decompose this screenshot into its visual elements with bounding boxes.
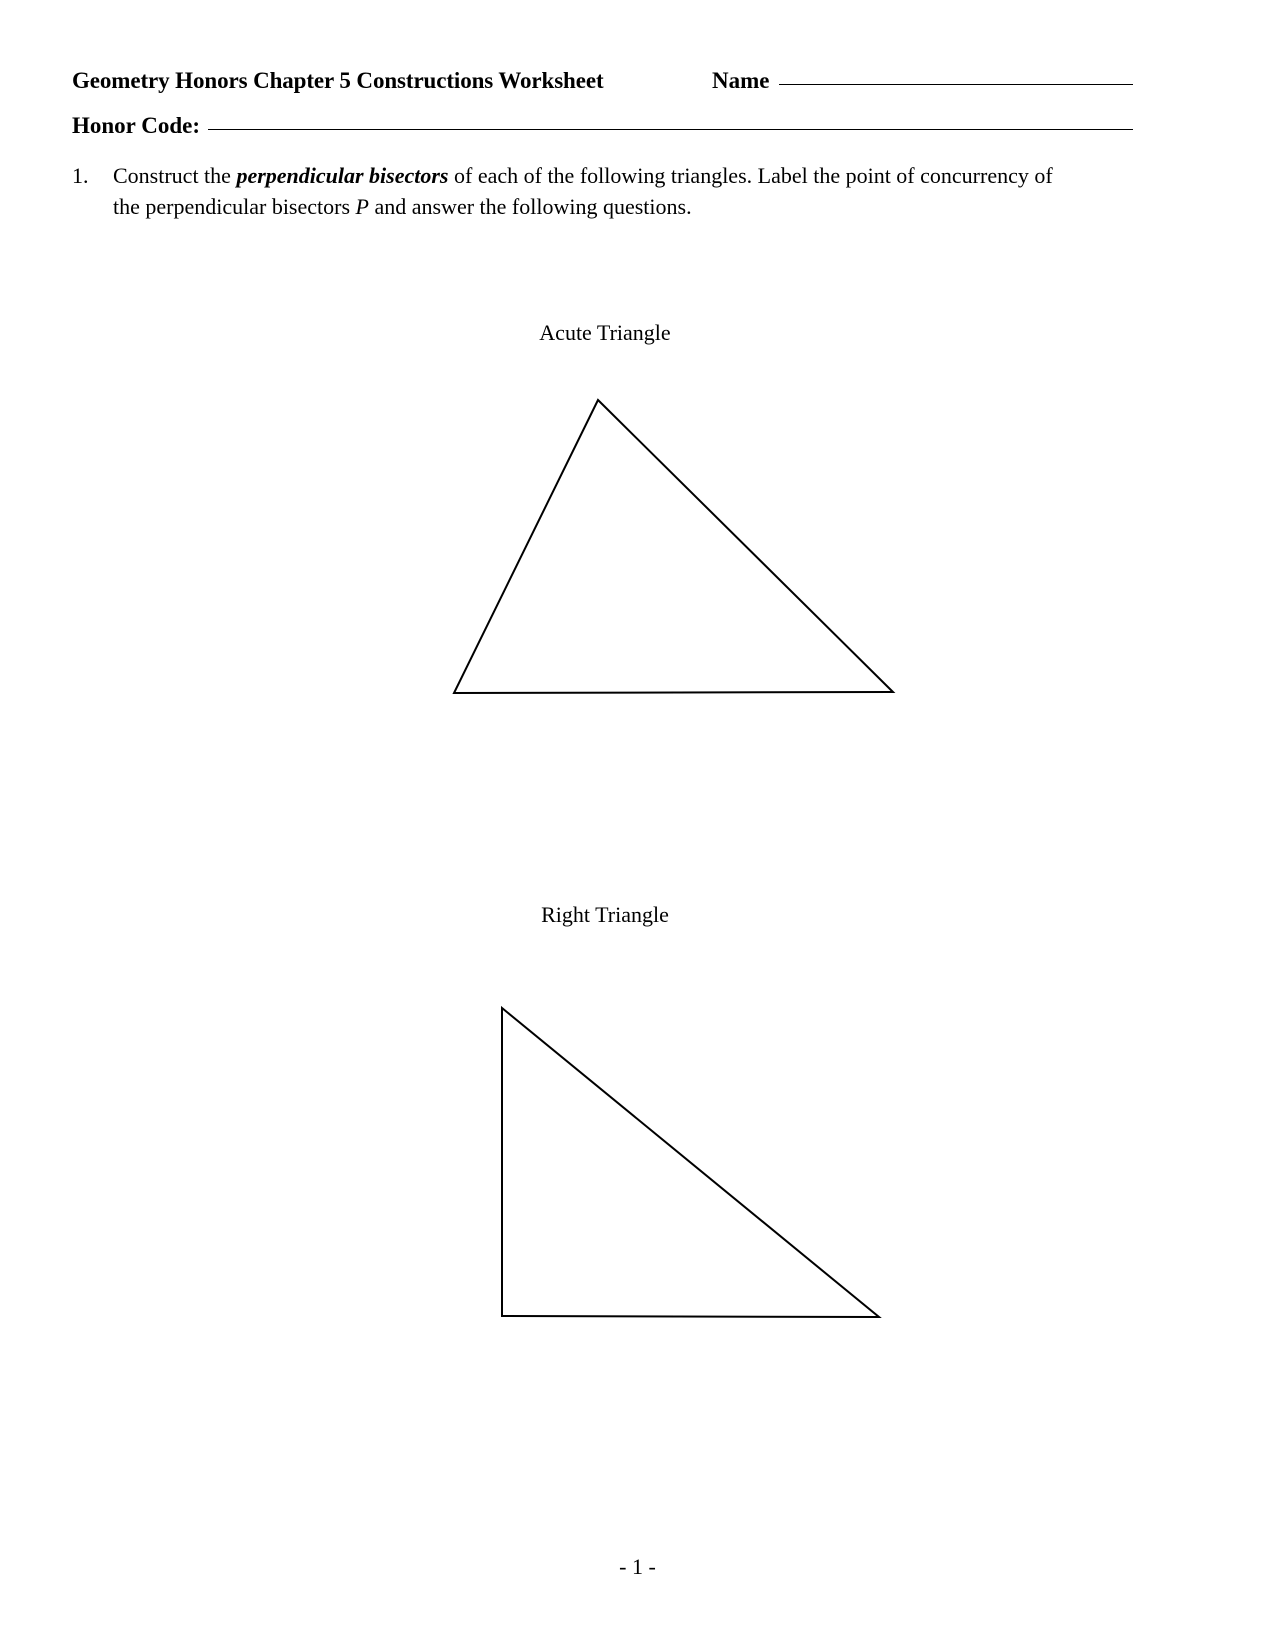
honor-code-input-rule[interactable] [208, 129, 1133, 130]
question-1-text [113, 160, 1082, 222]
name-label: Name [712, 68, 770, 93]
figure-label-acute-triangle: Acute Triangle [539, 320, 671, 345]
name-input-rule[interactable] [779, 84, 1133, 85]
page-title: Geometry Honors Chapter 5 Constructions Worksheet [72, 68, 604, 93]
question-1-text-part-3: and answer the following questions. [368, 194, 692, 219]
figure-label-right-triangle: Right Triangle [541, 902, 669, 927]
honor-code-label: Honor Code: [72, 113, 200, 138]
question-1-emphasis-1: perpendicular bisectors [236, 163, 449, 188]
page-number-footer: - 1 - [619, 1554, 656, 1579]
honor-code-row [72, 113, 1133, 147]
question-1-text-part-2: of each of the following triangles. Label the point of concurrency of the perpendicular bisectors [113, 163, 1053, 219]
question-1-text-part-1: Construct the [113, 163, 237, 188]
question-1 [72, 160, 1082, 222]
header [72, 68, 1133, 102]
question-1-number: 1. [72, 163, 89, 188]
question-1-emphasis-2: P [355, 194, 369, 219]
right-triangle-shape [502, 1008, 879, 1317]
name-field-group [712, 68, 1133, 94]
acute-triangle-shape [454, 400, 893, 693]
